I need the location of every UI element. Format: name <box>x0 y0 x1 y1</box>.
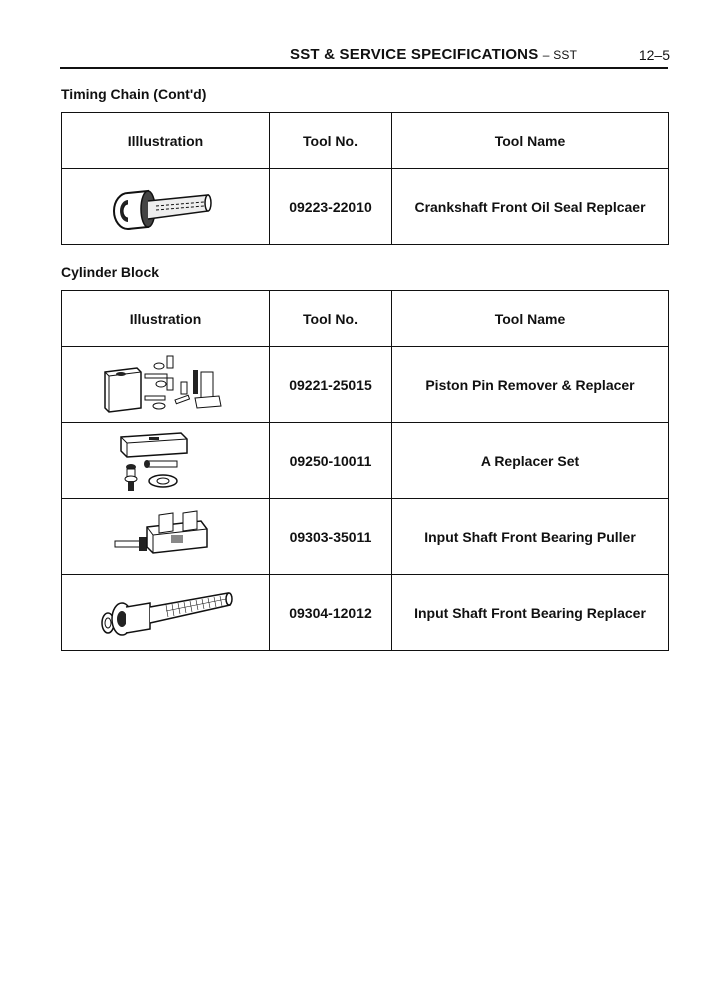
tool-name: Input Shaft Front Bearing Puller <box>392 499 669 575</box>
oil-seal-replacer-icon <box>106 177 226 237</box>
tool-number: 09221-25015 <box>270 347 392 423</box>
column-header-tool-name: Tool Name <box>392 113 669 169</box>
section-title-cylinder-block: Cylinder Block <box>61 264 160 280</box>
bearing-replacer-icon <box>96 583 236 643</box>
column-header-tool-name: Tool Name <box>392 291 669 347</box>
tool-name: A Replacer Set <box>392 423 669 499</box>
table-row <box>62 499 669 575</box>
column-header-tool-no: Tool No. <box>270 291 392 347</box>
tool-number: 09250-10011 <box>270 423 392 499</box>
section-title-timing-chain: Timing Chain (Cont'd) <box>61 86 207 102</box>
timing-chain-tool-table <box>61 112 669 245</box>
header-title-text: SST & SERVICE SPECIFICATIONS <box>290 46 539 63</box>
tool-number: 09223-22010 <box>270 169 392 245</box>
page-header <box>290 44 670 66</box>
tool-number: 09303-35011 <box>270 499 392 575</box>
tool-number: 09304-12012 <box>270 575 392 651</box>
piston-pin-tool-set-icon <box>101 352 231 418</box>
header-rule <box>60 67 668 69</box>
table-row <box>62 423 669 499</box>
illustration-cell <box>62 499 270 575</box>
replacer-set-icon <box>111 427 221 495</box>
illustration-cell <box>62 575 270 651</box>
cylinder-block-tool-table <box>61 290 669 651</box>
header-title <box>290 46 577 63</box>
illustration-cell <box>62 169 270 245</box>
table-header-row <box>62 291 669 347</box>
table-row <box>62 575 669 651</box>
bearing-puller-icon <box>111 507 221 567</box>
column-header-tool-no: Tool No. <box>270 113 392 169</box>
illustration-cell <box>62 423 270 499</box>
column-header-illustration: Illustration <box>62 291 270 347</box>
illustration-cell <box>62 347 270 423</box>
column-header-illustration: Illlustration <box>62 113 270 169</box>
table-row <box>62 169 669 245</box>
tool-name: Crankshaft Front Oil Seal Replcaer <box>392 169 669 245</box>
page-number: 12–5 <box>638 47 670 63</box>
table-header-row <box>62 113 669 169</box>
header-subtitle: – SST <box>542 48 578 62</box>
tool-name: Input Shaft Front Bearing Replacer <box>392 575 669 651</box>
table-row <box>62 347 669 423</box>
tool-name: Piston Pin Remover & Replacer <box>392 347 669 423</box>
